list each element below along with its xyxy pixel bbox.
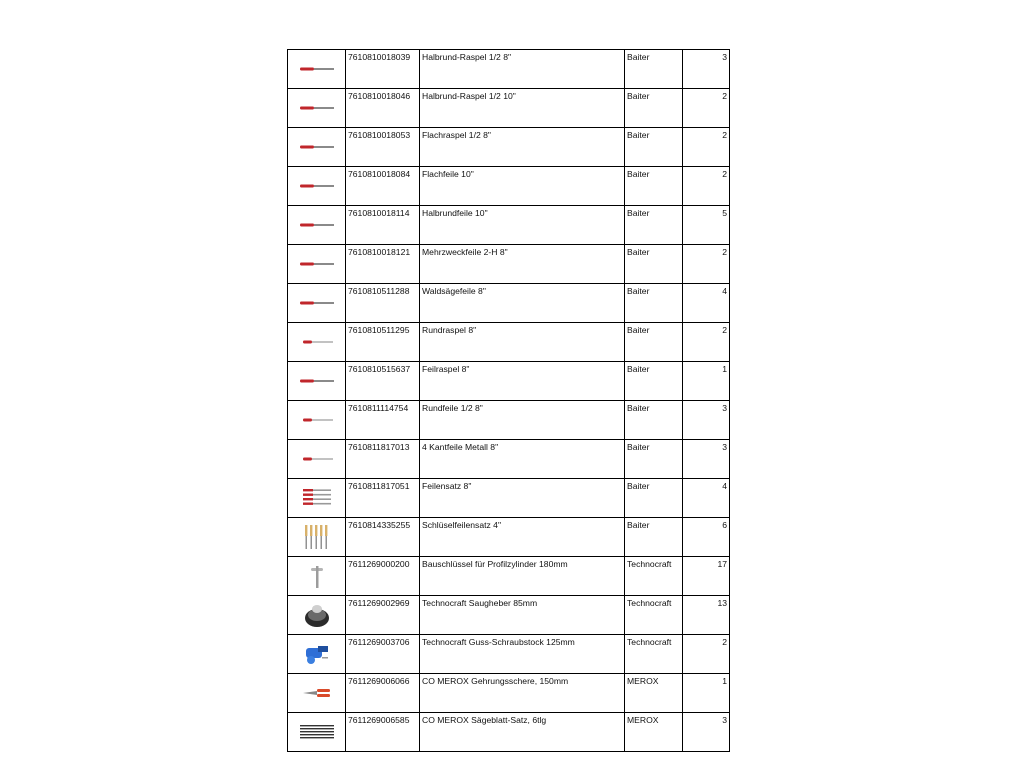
product-image-cell <box>288 674 346 713</box>
product-name-cell: Halbrund-Raspel 1/2 10" <box>420 89 625 128</box>
product-image-cell <box>288 128 346 167</box>
product-name-cell: Bauschlüssel für Profilzylinder 180mm <box>420 557 625 596</box>
table-row <box>288 479 730 518</box>
table-row <box>288 440 730 479</box>
brand-cell: Baiter <box>625 245 683 284</box>
brand-cell: Baiter <box>625 284 683 323</box>
ean-cell: 7610814335255 <box>346 518 420 557</box>
ean-cell: 7610810018114 <box>346 206 420 245</box>
ean-cell: 7610810018121 <box>346 245 420 284</box>
product-image-cell <box>288 245 346 284</box>
product-name-cell: Technocraft Saugheber 85mm <box>420 596 625 635</box>
table-row <box>288 89 730 128</box>
product-image-cell <box>288 401 346 440</box>
file-tool-icon <box>288 220 345 230</box>
product-name-cell: CO MEROX Gehrungsschere, 150mm <box>420 674 625 713</box>
ean-cell: 7610810511288 <box>346 284 420 323</box>
inventory-table <box>287 49 730 752</box>
brand-cell: Baiter <box>625 479 683 518</box>
quantity-cell: 2 <box>683 167 730 206</box>
file-tool-icon <box>288 64 345 74</box>
saw-blade-set-icon <box>288 724 345 740</box>
brand-cell: Baiter <box>625 440 683 479</box>
product-name-cell: Flachraspel 1/2 8" <box>420 128 625 167</box>
product-image-cell <box>288 50 346 89</box>
product-image-cell <box>288 206 346 245</box>
quantity-cell: 3 <box>683 401 730 440</box>
brand-cell: Baiter <box>625 206 683 245</box>
thin-file-icon <box>288 454 345 464</box>
table-row <box>288 674 730 713</box>
table-row <box>288 206 730 245</box>
thin-file-icon <box>288 415 345 425</box>
product-name-cell: Halbrundfeile 10" <box>420 206 625 245</box>
product-name-cell: CO MEROX Sägeblatt-Satz, 6tlg <box>420 713 625 752</box>
product-image-cell <box>288 518 346 557</box>
file-tool-icon <box>288 103 345 113</box>
brand-cell: Baiter <box>625 518 683 557</box>
product-image-cell <box>288 284 346 323</box>
brand-cell: Baiter <box>625 128 683 167</box>
product-image-cell <box>288 89 346 128</box>
quantity-cell: 13 <box>683 596 730 635</box>
brand-cell: MEROX <box>625 713 683 752</box>
file-tool-icon <box>288 376 345 386</box>
file-set-icon <box>288 487 345 509</box>
vise-icon <box>288 640 345 668</box>
table-row <box>288 596 730 635</box>
table-row <box>288 557 730 596</box>
brand-cell: Baiter <box>625 323 683 362</box>
table-row <box>288 50 730 89</box>
table-row <box>288 401 730 440</box>
product-image-cell <box>288 167 346 206</box>
product-image-cell <box>288 362 346 401</box>
product-name-cell: Feilensatz 8" <box>420 479 625 518</box>
quantity-cell: 1 <box>683 674 730 713</box>
product-name-cell: Mehrzweckfeile 2-H 8" <box>420 245 625 284</box>
product-name-cell: 4 Kantfeile Metall 8" <box>420 440 625 479</box>
ean-cell: 7610810018046 <box>346 89 420 128</box>
table-row <box>288 635 730 674</box>
brand-cell: Technocraft <box>625 635 683 674</box>
quantity-cell: 3 <box>683 713 730 752</box>
product-name-cell: Technocraft Guss-Schraubstock 125mm <box>420 635 625 674</box>
quantity-cell: 2 <box>683 635 730 674</box>
table-row <box>288 128 730 167</box>
product-image-cell <box>288 323 346 362</box>
quantity-cell: 2 <box>683 89 730 128</box>
ean-cell: 7610810515637 <box>346 362 420 401</box>
brand-cell: Baiter <box>625 167 683 206</box>
suction-lifter-icon <box>288 600 345 630</box>
thin-file-icon <box>288 337 345 347</box>
ean-cell: 7611269003706 <box>346 635 420 674</box>
quantity-cell: 3 <box>683 440 730 479</box>
table-row <box>288 713 730 752</box>
ean-cell: 7610810018084 <box>346 167 420 206</box>
file-tool-icon <box>288 142 345 152</box>
needle-file-set-icon <box>288 522 345 552</box>
table-row <box>288 362 730 401</box>
quantity-cell: 2 <box>683 128 730 167</box>
quantity-cell: 5 <box>683 206 730 245</box>
brand-cell: Technocraft <box>625 557 683 596</box>
quantity-cell: 4 <box>683 479 730 518</box>
brand-cell: Baiter <box>625 50 683 89</box>
table-row <box>288 323 730 362</box>
brand-cell: Baiter <box>625 362 683 401</box>
quantity-cell: 3 <box>683 50 730 89</box>
product-image-cell <box>288 440 346 479</box>
quantity-cell: 17 <box>683 557 730 596</box>
product-name-cell: Waldsägefeile 8" <box>420 284 625 323</box>
product-image-cell <box>288 596 346 635</box>
brand-cell: Baiter <box>625 89 683 128</box>
ean-cell: 7610811817013 <box>346 440 420 479</box>
ean-cell: 7610810511295 <box>346 323 420 362</box>
ean-cell: 7611269002969 <box>346 596 420 635</box>
brand-cell: Technocraft <box>625 596 683 635</box>
brand-cell: MEROX <box>625 674 683 713</box>
file-tool-icon <box>288 298 345 308</box>
table-row <box>288 167 730 206</box>
product-image-cell <box>288 635 346 674</box>
product-image-cell <box>288 557 346 596</box>
file-tool-icon <box>288 259 345 269</box>
product-name-cell: Rundraspel 8" <box>420 323 625 362</box>
ean-cell: 7611269000200 <box>346 557 420 596</box>
ean-cell: 7610811114754 <box>346 401 420 440</box>
ean-cell: 7610810018053 <box>346 128 420 167</box>
shears-icon <box>288 686 345 700</box>
quantity-cell: 6 <box>683 518 730 557</box>
brand-cell: Baiter <box>625 401 683 440</box>
ean-cell: 7610810018039 <box>346 50 420 89</box>
ean-cell: 7611269006585 <box>346 713 420 752</box>
inventory-sheet <box>287 49 727 752</box>
product-name-cell: Schlüselfeilensatz 4" <box>420 518 625 557</box>
key-icon <box>288 561 345 591</box>
product-image-cell <box>288 713 346 752</box>
product-name-cell: Feilraspel 8" <box>420 362 625 401</box>
product-name-cell: Flachfeile 10" <box>420 167 625 206</box>
file-tool-icon <box>288 181 345 191</box>
product-image-cell <box>288 479 346 518</box>
quantity-cell: 2 <box>683 245 730 284</box>
ean-cell: 7611269006066 <box>346 674 420 713</box>
quantity-cell: 4 <box>683 284 730 323</box>
table-row <box>288 518 730 557</box>
ean-cell: 7610811817051 <box>346 479 420 518</box>
product-name-cell: Rundfeile 1/2 8" <box>420 401 625 440</box>
table-row <box>288 245 730 284</box>
table-row <box>288 284 730 323</box>
product-name-cell: Halbrund-Raspel 1/2 8" <box>420 50 625 89</box>
quantity-cell: 1 <box>683 362 730 401</box>
quantity-cell: 2 <box>683 323 730 362</box>
